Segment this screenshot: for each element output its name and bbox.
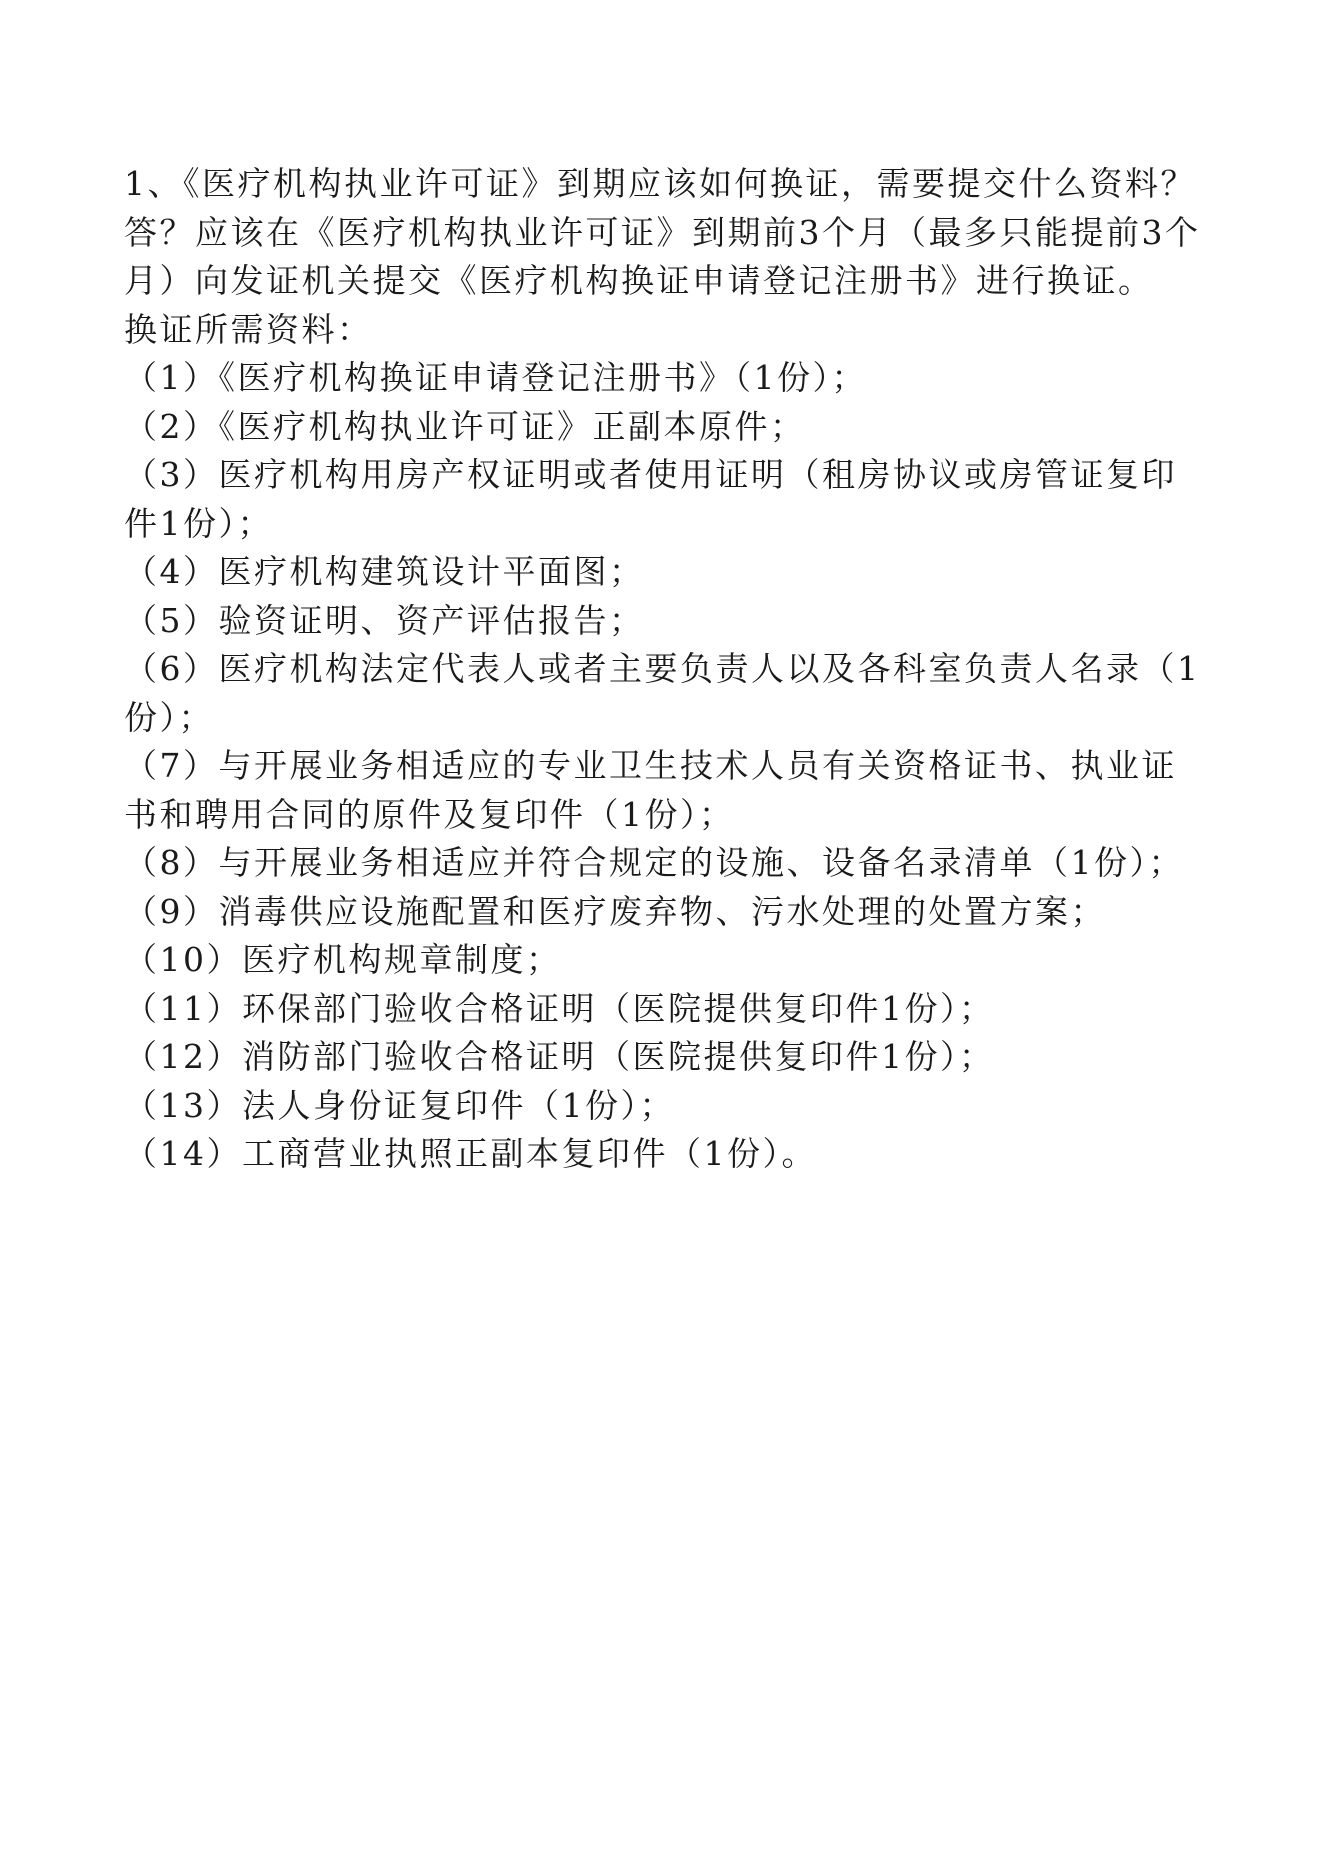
material-item-5: （5）验资证明、资产评估报告； <box>124 600 645 640</box>
material-item-7: （7）与开展业务相适应的专业卫生技术人员有关资格证书、执业证书和聘用合同的原件及复印件（1份）； <box>124 746 1177 834</box>
material-item-11: （11）环保部门验收合格证明（医院提供复印件1份）； <box>124 988 995 1028</box>
question-text: 1、《医疗机构执业许可证》到期应该如何换证，需要提交什么资料？ <box>124 164 1196 203</box>
material-item-2: （2）《医疗机构执业许可证》正副本原件； <box>124 406 806 446</box>
document-body <box>124 160 1204 1179</box>
material-item-9: （9）消毒供应设施配置和医疗废弃物、污水处理的处置方案； <box>124 891 1106 931</box>
material-item-14: （14）工商营业执照正副本复印件（1份）。 <box>124 1134 817 1173</box>
answer-text: 答？应该在《医疗机构执业许可证》到期前3个月（最多只能提前3个月）向发证机关提交《医疗机构换证申请登记注册书》进行换证。 <box>124 212 1201 300</box>
material-item-10: （10）医疗机构规章制度； <box>124 940 562 979</box>
material-item-4: （4）医疗机构建筑设计平面图； <box>124 552 645 591</box>
material-item-8: （8）与开展业务相适应并符合规定的设施、设备名录清单（1份）； <box>124 843 1184 882</box>
materials-heading: 换证所需资料： <box>124 309 373 349</box>
material-item-6: （6）医疗机构法定代表人或者主要负责人以及各科室负责人名录（1份）； <box>124 649 1201 737</box>
material-item-3: （3）医疗机构用房产权证明或者使用证明（租房协议或房管证复印件1份）； <box>124 455 1177 543</box>
material-item-13: （13）法人身份证复印件（1份）； <box>124 1085 675 1125</box>
material-item-1: （1）《医疗机构换证申请登记注册书》（1份）； <box>124 358 867 397</box>
material-item-12: （12）消防部门验收合格证明（医院提供复印件1份）； <box>124 1037 995 1076</box>
